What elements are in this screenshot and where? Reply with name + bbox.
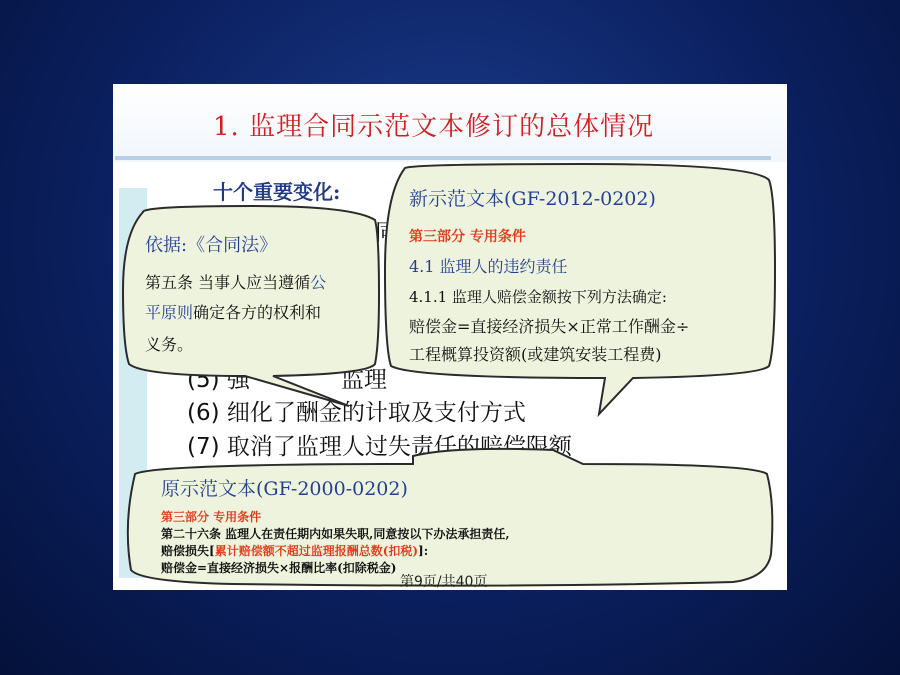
new-bubble-line-1: 4.1.1 监理人赔偿金额按下列方法确定: bbox=[409, 288, 667, 306]
slide bbox=[113, 84, 787, 590]
page-number: 第9页/共40页 bbox=[400, 574, 488, 590]
basis-line-2-text: 确定各方的权利和 bbox=[193, 303, 322, 322]
new-bubble-line-3: 工程概算投资额(或建筑安装工程费) bbox=[409, 345, 662, 364]
old-bubble-line-1: 第二十六条 监理人在责任期内如果失职,同意按以下办法承担责任, bbox=[161, 527, 510, 541]
new-bubble-line-2: 赔偿金=直接经济损失×正常工作酬金÷ bbox=[409, 317, 690, 336]
old-bubble-section: 第三部分 专用条件 bbox=[161, 510, 262, 524]
old-bubble-line-3: 赔偿金=直接经济损失×报酬比率(扣除税金) bbox=[161, 561, 397, 575]
basis-line-1 bbox=[145, 270, 326, 293]
hidden-item-fragment: (5) 强 bbox=[187, 367, 250, 393]
new-bubble-clause: 4.1 监理人的违约责任 bbox=[409, 257, 568, 276]
change-item-6: (6) 细化了酬金的计取及支付方式 bbox=[187, 400, 526, 426]
basis-line-1-text: 第五条 当事人应当遵循 bbox=[145, 273, 311, 292]
change-item-7: (7) 取消了监理人过失责任的赔偿限额 bbox=[187, 434, 572, 460]
new-bubble-section: 第三部分 专用条件 bbox=[409, 229, 526, 245]
old-bubble-title: 原示范文本(GF-2000-0202) bbox=[161, 478, 408, 500]
basis-line-3: 义务。 bbox=[145, 335, 194, 354]
changes-heading: 十个重要变化: bbox=[213, 180, 341, 204]
slide-title: 1. 监理合同示范文本修订的总体情况 bbox=[213, 112, 655, 142]
basis-bubble-title: 依据:《合同法》 bbox=[145, 235, 278, 256]
old-line-2-prefix: 赔偿损失[ bbox=[161, 544, 215, 558]
basis-line-2 bbox=[145, 300, 321, 323]
new-bubble-title: 新示范文本(GF-2012-0202) bbox=[409, 188, 656, 210]
basis-highlight: 平原则 bbox=[145, 303, 194, 322]
hidden-item-fragment: 监理 bbox=[341, 367, 387, 393]
old-line-2-highlight: 累计赔偿额不超过监理报酬总数(扣税) bbox=[214, 544, 419, 558]
old-bubble-line-2 bbox=[161, 542, 428, 559]
old-line-2-suffix: ]: bbox=[418, 544, 429, 558]
basis-highlight: 公 bbox=[310, 273, 327, 292]
